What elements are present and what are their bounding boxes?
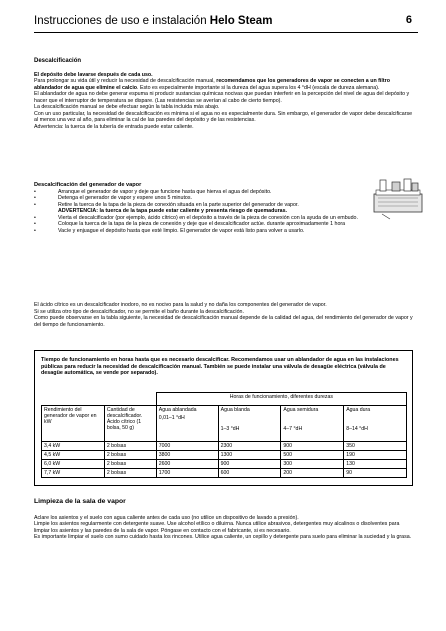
step-item: • Coloque la tuerca de la tapa de la pieza de conexión y deje que el descalcificador actúe. durante aproximadamente 1 hora bbox=[34, 221, 364, 228]
table-header-row bbox=[42, 393, 407, 406]
descalcification-paragraph-3: La descalcificación manual se debe efectuar según la tabla incluida más abajo. bbox=[34, 104, 220, 110]
cell-soft: 1300 bbox=[218, 451, 281, 460]
citric-acid-notes bbox=[34, 302, 414, 328]
col-header-semihard bbox=[281, 406, 344, 442]
cell-semihard: 500 bbox=[281, 451, 344, 460]
semihard-range: 4–7 °dH bbox=[283, 426, 303, 432]
cleaning-paragraph-3: Es importante limpiar el suelo con sumo cuidado hasta los rincones. Utilice agua caliente, un cepillo y detergente para suelo para eliminar la suciedad y la grasa. bbox=[34, 534, 412, 540]
page-header bbox=[34, 14, 418, 33]
col-header-amount: Cantidad de descalcificador. Ácido cítrico (1 bolsa, 50 g) bbox=[104, 406, 156, 442]
step-item bbox=[34, 202, 364, 215]
cell-soft: 2300 bbox=[218, 442, 281, 451]
col-header-power: Rendimiento del generador de vapor en kW bbox=[42, 406, 105, 442]
step-item: • Detenga el generador de vapor y espere unos 5 minutos. bbox=[34, 195, 364, 202]
cell-semihard: 200 bbox=[281, 469, 344, 478]
steam-generator-illustration bbox=[372, 176, 424, 220]
note-2: Si se utiliza otro tipo de descalcificador, no se permite el baño durante la descalcificación. bbox=[34, 308, 244, 315]
table-row bbox=[42, 451, 407, 460]
page-number: 6 bbox=[405, 14, 412, 26]
cell-softened: 3800 bbox=[156, 451, 218, 460]
descalcification-table bbox=[41, 392, 407, 478]
cell-hard: 130 bbox=[344, 460, 407, 469]
descalcification-paragraph-1 bbox=[34, 78, 414, 91]
cell-semihard: 300 bbox=[281, 460, 344, 469]
col-header-softened bbox=[156, 406, 218, 442]
cell-softened: 2600 bbox=[156, 460, 218, 469]
generator-steps bbox=[34, 189, 364, 235]
cell-amount: 2 bolsas bbox=[104, 442, 156, 451]
group-header: Horas de funcionamiento, diferentes durezas bbox=[156, 393, 406, 406]
step-item: • Vacíe y enjuague el depósito hasta que esté limpio. El generador de vapor está listo para volver a usarlo. bbox=[34, 228, 364, 235]
generator-section bbox=[34, 182, 364, 234]
step-text: Retire la tuerca de la tapa de la pieza de conexión situada en la parte superior del generador de vapor. bbox=[58, 201, 299, 208]
softened-label: Agua ablandada bbox=[158, 407, 197, 413]
cell-power: 7,7 kW bbox=[42, 469, 105, 478]
hard-label: Agua dura bbox=[346, 407, 371, 413]
p1-text-bold: recomendamos que los generadores de vapor se conecten a un filtro ablandador de agua que elimine el calcio bbox=[34, 78, 390, 91]
generator-heading: Descalcificación del generador de vapor bbox=[34, 182, 142, 188]
cleaning-paragraph-1: Aclare los asientos y el suelo con agua caliente antes de cada uso (no utilice un dispositivo de lavado a presión). bbox=[34, 514, 299, 521]
table-intro: Tiempo de funcionamiento en horas hasta que es necesario descalcificar. Recomendamos usar un ablandador de agua en las instalaciones públicas para reducir la necesidad de descalcificación manual. También se puede instalar una válvula de desagüe eléctrica (válvula de desagüe automática, se vende por separado). bbox=[41, 357, 399, 377]
title-product: Helo Steam bbox=[209, 15, 273, 27]
cell-softened: 7000 bbox=[156, 442, 218, 451]
softened-range: 0,01–1 °dH bbox=[158, 415, 185, 421]
cell-power: 3,4 kW bbox=[42, 442, 105, 451]
semihard-label: Agua semidura bbox=[283, 407, 319, 413]
descalcification-table-box bbox=[34, 350, 413, 486]
descalcification-heading: Descalcificación bbox=[34, 58, 82, 64]
p1-text-a: Para prolongar su vida útil y reducir la necesidad de descalcificación manual, bbox=[34, 78, 217, 84]
note-3: Como puede observarse en la tabla siguiente, la necesidad de descalcificación manual depende de la calidad del agua, del rendimiento del generador de vapor y del tiempo de funcionamiento. bbox=[34, 315, 413, 328]
cell-hard: 190 bbox=[344, 451, 407, 460]
cell-soft: 900 bbox=[218, 460, 281, 469]
cell-hard: 350 bbox=[344, 442, 407, 451]
cell-soft: 600 bbox=[218, 469, 281, 478]
cleaning-heading: Limpieza de la sala de vapor bbox=[34, 498, 126, 505]
note-1: El ácido cítrico es un descalcificador inodoro, no es nocivo para la salud y no daña los componentes del generador de vapor. bbox=[34, 302, 327, 308]
cell-power: 4,5 kW bbox=[42, 451, 105, 460]
cell-hard: 90 bbox=[344, 469, 407, 478]
col-header-hard bbox=[344, 406, 407, 442]
cell-softened: 1700 bbox=[156, 469, 218, 478]
descalcification-paragraph-2: El ablandador de agua no debe generar espuma ni producir sustancias químicas nocivas que puedan interferir en la percepción del nivel de agua del depósito y hacer que el interruptor de temperatura se dispare. (Las resistencias se averían al cabo de cierto tiempo). bbox=[34, 91, 410, 104]
p1-text-c: . Esto es especialmente importante si la dureza del agua supera los 4 °dH (escala de dureza alemana). bbox=[137, 84, 380, 91]
descalcification-paragraph-4: Con un uso particular, la necesidad de descalcificación es mínima si el agua no es especialmente dura. Sin embargo, el generador de vapor debe descalcificarse al menos una vez al año, para eliminar la cal de las paredes del depósito y de las resistencias. bbox=[34, 110, 413, 123]
cell-semihard: 900 bbox=[281, 442, 344, 451]
cell-amount: 2 bolsas bbox=[104, 469, 156, 478]
cleaning-section bbox=[34, 499, 414, 541]
soft-label: Agua blanda bbox=[220, 407, 250, 413]
descalcification-warning: Advertencia: la tuerca de la tubería de entrada puede estar caliente. bbox=[34, 123, 194, 130]
burn-warning: ADVERTENCIA: la tuerca de la tapa puede estar caliente y presenta riesgo de quemaduras. bbox=[58, 208, 288, 214]
cell-amount: 2 bolsas bbox=[104, 460, 156, 469]
title-regular: Instrucciones de uso e instalación bbox=[34, 15, 210, 27]
descalcification-subheading: El depósito debe lavarse después de cada uso. bbox=[34, 71, 153, 78]
cell-amount: 2 bolsas bbox=[104, 451, 156, 460]
table-row bbox=[42, 460, 407, 469]
cell-power: 6,0 kW bbox=[42, 460, 105, 469]
descalcification-section bbox=[34, 58, 414, 130]
table-row bbox=[42, 442, 407, 451]
step-item: • Arranque el generador de vapor y deje que funcione hasta que hierva el agua del depósito. bbox=[34, 189, 364, 196]
cleaning-paragraph-2: Limpie los asientos regularmente con detergente suave. Use alcohol etílico o diluirna. Nunca utilice abrasivos, detergentes muy alcalinos o disolventes para limpiar los asientos y las paredes de la sala de vapor. Póngase en contacto con el fabricante, si es necesario. bbox=[34, 521, 400, 534]
document-title bbox=[34, 15, 272, 27]
soft-range: 1–3 °dH bbox=[220, 426, 240, 432]
table-row bbox=[42, 469, 407, 478]
hard-range: 8–14 °dH bbox=[346, 426, 368, 432]
table-header-row bbox=[42, 406, 407, 442]
step-item: • Vierta el descalcificador (por ejemplo, ácido cítrico) en el depósito a través de la pieza de conexión con la ayuda de un embudo. bbox=[34, 215, 364, 222]
col-header-soft bbox=[218, 406, 281, 442]
